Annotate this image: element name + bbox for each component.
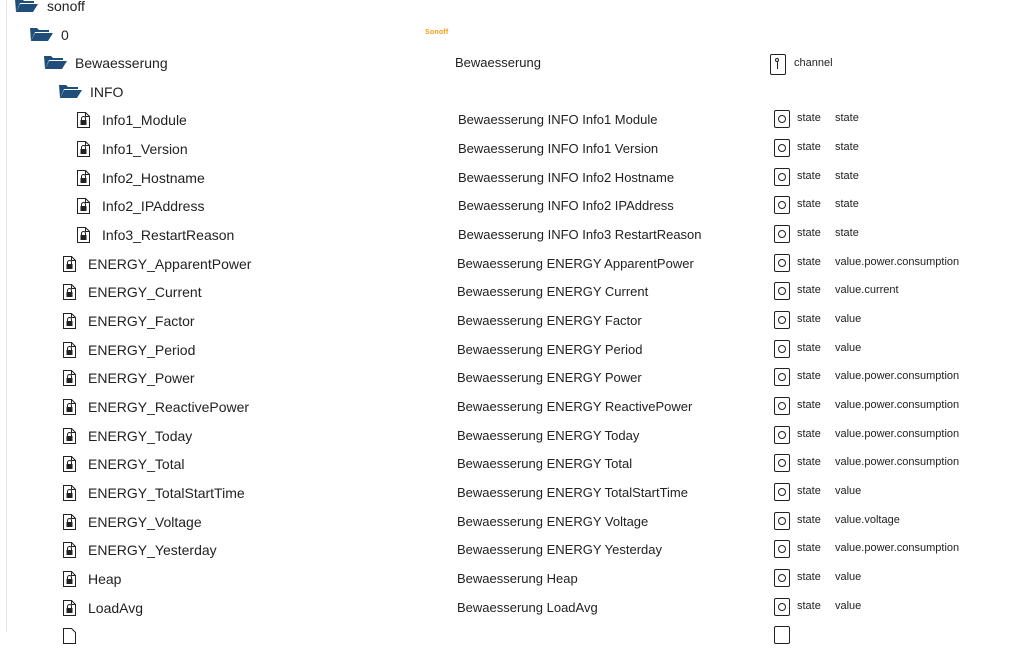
tree-row-type: state <box>797 600 821 612</box>
tree-row-role: value.power.consumption <box>835 456 960 468</box>
file-lock-icon <box>63 313 76 329</box>
tree-row-role: value.power.consumption <box>835 256 960 268</box>
tree-row-name: ENERGY_Today <box>88 428 193 444</box>
sonoff-logo: Sonoff <box>425 29 449 36</box>
tree-row-name: ENERGY_Factor <box>88 313 195 329</box>
tree-row-role: value.voltage <box>835 514 900 526</box>
tree-row-name: Heap <box>88 571 122 587</box>
tree-row-description: Bewaesserung INFO Info2 IPAddress <box>458 198 674 213</box>
state-type-icon <box>774 368 790 386</box>
tree-row-state[interactable] <box>0 250 1033 278</box>
tree-row-state[interactable] <box>0 565 1033 593</box>
tree-row-sonoff[interactable] <box>0 0 1033 20</box>
tree-row-type: state <box>797 227 821 239</box>
tree-row-role: state <box>835 141 859 153</box>
tree-row-type: state <box>797 256 821 268</box>
tree-row-role: state <box>835 198 859 210</box>
tree-row-info[interactable] <box>0 78 1033 106</box>
tree-row-name: 0 <box>61 27 69 43</box>
file-lock-icon <box>63 370 76 386</box>
tree-row-type: state <box>797 428 821 440</box>
tree-row-role: state <box>835 112 859 124</box>
tree-row-type: channel <box>794 57 833 69</box>
tree-row-description: Bewaesserung INFO Info1 Version <box>458 141 659 156</box>
tree-row-type: state <box>797 313 821 325</box>
tree-row-type: state <box>797 198 821 210</box>
tree-row-role: state <box>835 170 859 182</box>
tree-row-state[interactable] <box>0 508 1033 536</box>
state-type-icon <box>774 426 790 444</box>
tree-row-type: state <box>797 112 821 124</box>
state-type-icon <box>774 110 790 128</box>
tree-row-state[interactable] <box>0 135 1033 163</box>
tree-row-description: Bewaesserung ENERGY Yesterday <box>457 542 662 557</box>
tree-row-state[interactable] <box>0 450 1033 478</box>
tree-row-type: state <box>797 542 821 554</box>
tree-row-name: ENERGY_ReactivePower <box>88 399 250 415</box>
tree-row-description: Bewaesserung ENERGY ApparentPower <box>457 256 694 271</box>
tree-row-name: ENERGY_ApparentPower <box>88 256 252 272</box>
folder-open-icon <box>43 54 67 70</box>
tree-row-state[interactable] <box>0 192 1033 220</box>
file-lock-icon <box>63 428 76 444</box>
tree-row-instance-0[interactable] <box>0 21 1033 49</box>
tree-row-type: state <box>797 170 821 182</box>
tree-row-name: ENERGY_Period <box>88 342 196 358</box>
tree-row-state[interactable] <box>0 106 1033 134</box>
tree-row-role: value.power.consumption <box>835 370 960 382</box>
tree-row-state[interactable] <box>0 536 1033 564</box>
state-type-icon <box>774 512 790 530</box>
state-type-icon <box>774 196 790 214</box>
tree-row-name: Info3_RestartReason <box>102 227 235 243</box>
tree-row-name: Bewaesserung <box>75 55 168 71</box>
tree-row-role: value <box>835 600 862 612</box>
tree-row-type: state <box>797 399 821 411</box>
tree-row-description: Bewaesserung <box>455 55 541 70</box>
file-lock-icon <box>63 456 76 472</box>
file-lock-icon <box>63 514 76 530</box>
tree-row-name: ENERGY_Yesterday <box>88 542 217 558</box>
file-lock-icon <box>77 170 90 186</box>
file-lock-icon <box>77 198 90 214</box>
state-type-icon <box>774 540 790 558</box>
tree-row-role: value <box>835 485 862 497</box>
tree-row-state[interactable] <box>0 221 1033 249</box>
file-lock-icon <box>63 485 76 501</box>
tree-row-bewaesserung[interactable] <box>0 49 1033 77</box>
tree-row-role: state <box>835 227 859 239</box>
tree-row-description: Bewaesserung ENERGY TotalStartTime <box>457 485 688 500</box>
tree-row-type: state <box>797 141 821 153</box>
tree-row-description: Bewaesserung ENERGY Factor <box>457 313 642 328</box>
tree-row-state[interactable] <box>0 393 1033 421</box>
tree-row-name: LoadAvg <box>88 600 144 616</box>
file-lock-icon <box>63 342 76 358</box>
tree-row-name: ENERGY_Current <box>88 284 202 300</box>
tree-row-role: value.current <box>835 284 899 296</box>
file-lock-icon <box>77 227 90 243</box>
tree-row-state[interactable] <box>0 307 1033 335</box>
channel-type-icon <box>770 54 786 75</box>
tree-row-state[interactable] <box>0 422 1033 450</box>
state-type-icon <box>774 254 790 272</box>
tree-row-role: value <box>835 313 862 325</box>
tree-row-description: Bewaesserung ENERGY Period <box>457 342 643 357</box>
state-type-icon <box>774 225 790 243</box>
tree-row-name: ENERGY_TotalStartTime <box>88 485 245 501</box>
tree-row-description: Bewaesserung ENERGY Today <box>457 428 640 443</box>
tree-row-description: Bewaesserung LoadAvg <box>457 600 598 615</box>
tree-row-name: ENERGY_Total <box>88 456 185 472</box>
tree-row-name: sonoff <box>47 0 85 14</box>
tree-row-type: state <box>797 284 821 296</box>
tree-row-description: Bewaesserung Heap <box>457 571 578 586</box>
file-lock-icon <box>77 112 90 128</box>
state-type-icon <box>774 598 790 616</box>
tree-row-name: ENERGY_Power <box>88 370 195 386</box>
tree-row-role: value.power.consumption <box>835 428 960 440</box>
tree-row-role: value <box>835 342 862 354</box>
tree-row-state[interactable] <box>0 594 1033 622</box>
sonoff-logo <box>425 0 448 1</box>
file-lock-icon <box>63 256 76 272</box>
folder-open-icon <box>58 83 82 99</box>
tree-row-type: state <box>797 342 821 354</box>
file-lock-icon <box>63 571 76 587</box>
tree-row-description: Bewaesserung INFO Info1 Module <box>458 112 658 127</box>
tree-row-description: Bewaesserung INFO Info2 Hostname <box>458 170 675 185</box>
tree-row-state[interactable] <box>0 479 1033 507</box>
tree-row-type: state <box>797 571 821 583</box>
tree-row-description: Bewaesserung ENERGY ReactivePower <box>457 399 693 414</box>
tree-row-name: Info1_Module <box>102 112 187 128</box>
tree-row-type: state <box>797 514 821 526</box>
file-lock-icon <box>63 399 76 415</box>
tree-row-description: Bewaesserung ENERGY Total <box>457 456 633 471</box>
tree-row-state[interactable] <box>0 278 1033 306</box>
tree-row-type: state <box>797 370 821 382</box>
file-lock-icon <box>63 284 76 300</box>
tree-row-name: INFO <box>90 84 124 100</box>
state-type-icon <box>774 139 790 157</box>
file-lock-icon <box>63 542 76 558</box>
tree-row-role: value <box>835 571 862 583</box>
tree-row-name: ENERGY_Voltage <box>88 514 202 530</box>
tree-row-name: Info2_IPAddress <box>102 198 205 214</box>
state-type-icon <box>774 397 790 415</box>
tree-row-type: state <box>797 485 821 497</box>
file-lock-icon <box>63 628 76 644</box>
tree-row-state[interactable] <box>0 164 1033 192</box>
tree-row-description: Bewaesserung ENERGY Voltage <box>457 514 649 529</box>
file-lock-icon <box>77 141 90 157</box>
tree-row-type: state <box>797 456 821 468</box>
folder-open-icon <box>29 26 53 42</box>
file-lock-icon <box>63 600 76 616</box>
state-type-icon <box>774 483 790 501</box>
tree-row-state-partial[interactable] <box>0 622 1033 650</box>
tree-row-state[interactable] <box>0 364 1033 392</box>
tree-row-description: Bewaesserung ENERGY Current <box>457 284 649 299</box>
state-type-icon <box>774 282 790 300</box>
tree-row-description: Bewaesserung ENERGY Power <box>457 370 642 385</box>
state-type-icon <box>774 569 790 587</box>
tree-row-role: value.power.consumption <box>835 399 960 411</box>
tree-row-role: value.power.consumption <box>835 542 960 554</box>
tree-row-name: Info1_Version <box>102 141 188 157</box>
folder-open-icon <box>14 0 38 13</box>
tree-row-state[interactable] <box>0 336 1033 364</box>
state-type-icon <box>774 340 790 358</box>
state-type-icon <box>774 311 790 329</box>
tree-row-description: Bewaesserung INFO Info3 RestartReason <box>458 227 702 242</box>
tree-row-name: Info2_Hostname <box>102 170 205 186</box>
state-type-icon <box>774 168 790 186</box>
state-type-icon <box>774 454 790 472</box>
state-type-icon <box>774 626 790 644</box>
